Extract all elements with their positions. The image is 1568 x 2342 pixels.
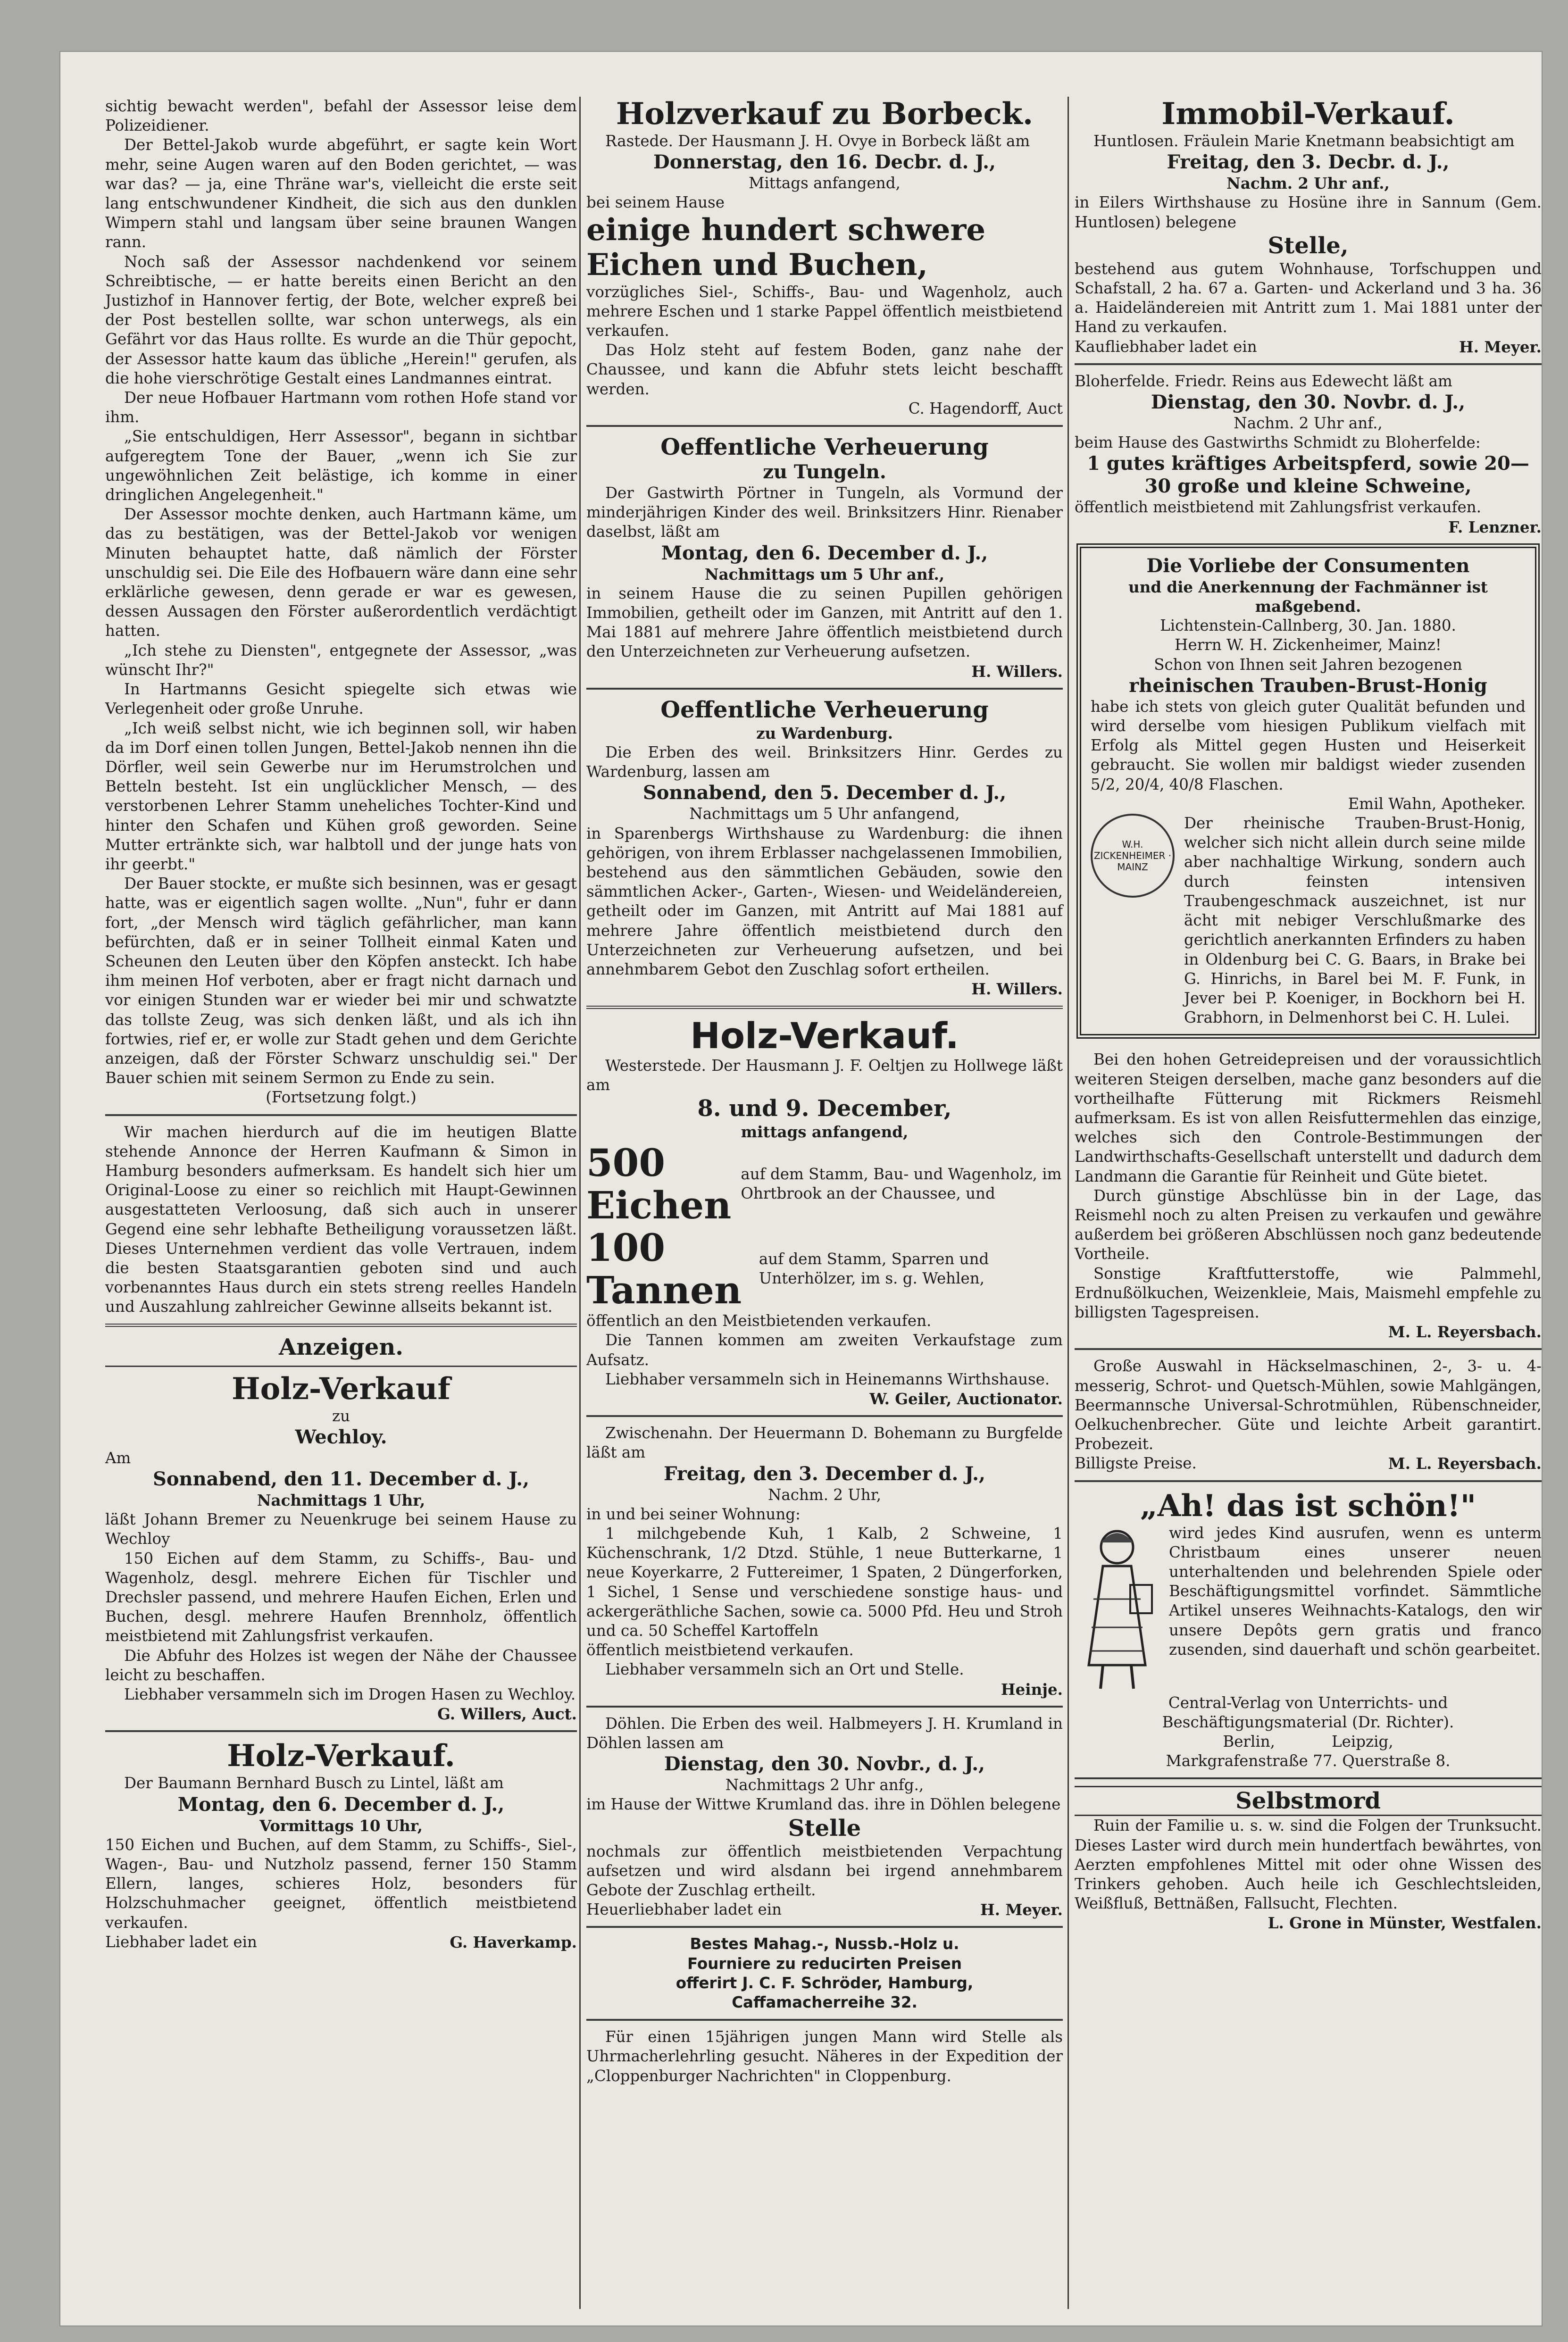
- column-2: [586, 97, 1063, 2086]
- ad-text: öffentlich meistbietend verkaufen.: [586, 1641, 854, 1659]
- ad-date: Montag, den 6. December d. J.,: [661, 542, 988, 564]
- ad-text: in seinem Hause die zu seinen Pupillen gehörigen Immobilien, getheilt oder im Ganzen, mit Antritt auf den 1. Mai 1881 auf mehrere Jahre öffentlich meistbietend durch den Unterzeichneten zur Verheuerung aufsetzen.: [586, 584, 1063, 661]
- ad-text: Bei den hohen Getreidepreisen und der voraussichtlich weiteren Steigen derselben, mache ganz besonders auf die vortheilhafte Fütterung mit Rickmers Reismehl aufmerksam. Es ist von allen Reisfuttermehlen das einzige, welches sich den Controle-Bestimmungen der Landwirthschafts-Gesellschaft unterstellt und dadurch dem Landmann die Garantie für Reinheit und Güte bietet.: [1075, 1050, 1542, 1185]
- ad-text: öffentlich an den Meistbietenden verkaufen.: [586, 1312, 932, 1330]
- divider: [105, 1730, 577, 1732]
- story-paragraph: sichtig bewacht werden", befahl der Assessor leise dem Polizeidiener.: [105, 97, 577, 135]
- ad-headline: einige hundert schwere Eichen und Buchen,: [586, 212, 986, 283]
- ad-text: wird jedes Kind ausrufen, wenn es unterm Christbaum eines unserer neuen unterhaltenden und belehrenden Spiele oder Beschäftigungsmittel vorfindet. Sämmtliche Artikel unseres Weihnachts-Katalogs, den wir unsere Depôts gern gratis und franco zusenden, sind dauerhaft und schön gearbeitet.: [1169, 1524, 1542, 1659]
- ad-time: Nachmittags 2 Uhr anfg.,: [725, 1776, 924, 1794]
- ad-date: Dienstag, den 30. Novbr., d. J.,: [664, 1753, 985, 1775]
- ad-text: Ruin der Familie u. s. w. sind die Folgen der Trunksucht. Dieses Laster wird durch mein hundertfach bewährtes, von Aerzten empfohlenes Mittel mit oder ohne Wissen des Trinkers gehoben. Auch heile ich Geschlechtsleiden, Weißfluß, Bettnäßen, Fallsucht, Flechten.: [1075, 1817, 1542, 1913]
- ad-text: öffentlich meistbietend mit Zahlungsfrist verkaufen.: [1075, 498, 1482, 517]
- ad-zu: zu: [332, 1407, 350, 1425]
- column-3: [1075, 97, 1542, 1933]
- ad-signature: L. Grone in Münster, Westfalen.: [1268, 1914, 1542, 1933]
- ad-line: Fourniere zu reducirten Preisen: [687, 1954, 962, 1973]
- ad-text: habe ich stets von gleich guter Qualität befunden und wird derselbe vom hiesigen Publikum vielfach mit Erfolg als Mittel gegen Husten und Heiserkeit gebraucht. Sie wollen mir baldigst wieder zusenden 5/2, 20/4, 40/8 Flaschen.: [1091, 697, 1526, 793]
- divider: [586, 1706, 1063, 1708]
- ad-text: Westerstede. Der Hausmann J. F. Oeltjen zu Hollwege läßt am: [586, 1056, 1063, 1094]
- ad-text: Die Abfuhr des Holzes ist wegen der Nähe der Chaussee leicht zu beschaffen.: [105, 1646, 577, 1684]
- ad-time: Nachm. 2 Uhr anf.,: [1226, 174, 1390, 193]
- divider: [1075, 1480, 1542, 1482]
- story-paragraph: „Sie entschuldigen, Herr Assessor", begann in sichtbar aufgeregtem Tone der Bauer, „wenn ich Sie zur ungewöhnlichen Zeit belästige, ich komme in einer dringlichen Angelegenheit.": [105, 427, 577, 504]
- story-paragraph: „Ich weiß selbst nicht, wie ich beginnen soll, wir haben da im Dorf einen tollen Jungen, Bettel-Jakob nennen ihn die Dörfler, weil sein Gewerbe nur im Herumstrolchen und Betteln besteht. Ist ein unglücklicher Mensch, — des verstorbenen Lehrer Stamm uneheliches Tochter-Kind und hinter den Schafen und Kühen groß geworden. Seine Mutter ertränkte sich, war halbtoll und der junge hats von ihr geerbt.": [105, 719, 577, 873]
- ad-zwischenahn: [586, 1424, 1063, 1699]
- ad-cities: [1075, 1732, 1542, 1751]
- divider: [105, 1114, 577, 1116]
- ad-dateline: Lichtenstein-Callnberg, 30. Jan. 1880.: [1160, 617, 1456, 635]
- ad-items: 1 milchgebende Kuh, 1 Kalb, 2 Schweine, 1 Küchenschrank, 1/2 Dtzd. Stühle, 1 neue Butterkarne, 1 neue Koyerkarre, 2 Futtereimer, 1 Spaten, 2 Düngerforken, 1 Sichel, 1 Sense und verschiedene sonstige haus- und ackergeräthliche Sachen, sowie ca. 5000 Pfd. Heu und Stroh und ca. 50 Scheffel Kartoffeln: [586, 1524, 1063, 1640]
- story-paragraph: In Hartmanns Gesicht spiegelte sich etwas wie Verlegenheit oder große Unruhe.: [105, 680, 577, 718]
- editorial-notice: Wir machen hierdurch auf die im heutigen Blatte stehende Annonce der Herren Kaufmann & Simon in Hamburg besonders aufmerksam. Es handelt sich hier um Original-Loose zu einer so reichlich mit Haupt-Gewinnen ausgestatteten Verloosung, daß sich auch in unserer Gegend eine sehr lebhafte Betheiligung voraussetzen läßt. Dieses Unternehmen verdient das volle Vertrauen, indem die besten Staatsgarantien geboten sind und auch vorbenanntes Haus durch ein stets streng reelles Handeln und Auszahlung zahlreicher Gewinne allseits bekannt ist.: [105, 1123, 577, 1316]
- ad-offer-qty: 500 Eichen: [586, 1141, 732, 1228]
- ad-line: Caffamacherreihe 32.: [732, 1993, 917, 2011]
- ad-text: Die Erben des weil. Brinksitzers Hinr. Gerdes zu Wardenburg, lassen am: [586, 743, 1063, 781]
- ad-text: nochmals zur öffentlich meistbietenden Verpachtung aufsetzen und wird alsdann bei irgend annehmbarem Gebote der Zuschlag ertheilt.: [586, 1842, 1063, 1899]
- ad-signature: H. Willers.: [971, 980, 1063, 999]
- ad-reismehl: [1075, 1050, 1542, 1342]
- ad-text: 150 Eichen und Buchen, auf dem Stamm, zu Schiffs-, Siel-, Wagen-, Bau- und Nutzholz passend, ferner 150 Stamm Ellern, langes, schieres Holz, besonders für Holzschuhmacher geeignet, öffentlich meistbietend verkaufen.: [105, 1835, 577, 1932]
- divider: [586, 1926, 1063, 1928]
- ad-date: Donnerstag, den 16. Decbr. d. J.,: [653, 151, 996, 174]
- ad-addressee: Herrn W. H. Zickenheimer, Mainz!: [1175, 636, 1442, 654]
- ad-time: Nachmittags um 5 Uhr anf.,: [704, 565, 945, 583]
- ad-text: Der Gastwirth Pörtner in Tungeln, als Vormund der minderjährigen Kinder des weil. Brinksitzers Hinr. Rienaber daselbst, läßt am: [586, 484, 1063, 541]
- ad-date: 8. und 9. December,: [697, 1095, 952, 1122]
- ad-signature: H. Meyer.: [1459, 337, 1542, 356]
- ad-invite: Liebhaber ladet ein: [105, 1933, 257, 1951]
- story-paragraph: Der Bauer stockte, er mußte sich besinnen, was er gesagt hatte, was er eigentlich sagen wollte. „Nun", fuhr er dann fort, „der Mensch wird täglich gefährlicher, man kann befürchten, daß er in seiner Tollheit einmal Katen und Scheunen den Leuten über den Köpfen ansteckt. Ich habe ihm meinen Hof verboten, aber er fragt nicht darnach und vor einigen Stunden war er wieder bei mir und schwatzte das tollste Zeug, was sich denken läßt, und als ich ihn fortwies, rief er, er wolle zur Stadt gehen und dem Gerichte anzeigen, daß der Förster Schwarz unschuldig sei." Der Bauer schien mit seinem Sermon zu Ende zu sein.: [105, 875, 577, 1087]
- ad-title: Holzverkauf zu Borbeck.: [616, 96, 1034, 132]
- story-paragraph: „Ich stehe zu Diensten", entgegnete der Assessor, „was wünscht Ihr?": [105, 641, 577, 679]
- ad-invite: Kaufliebhaber ladet ein: [1075, 337, 1257, 356]
- ad-publisher: Central-Verlag von Unterrichts- und Beschäftigungsmaterial (Dr. Richter).: [1162, 1693, 1454, 1731]
- ad-offer-desc: auf dem Stamm, Sparren und Unterhölzer, im s. g. Wehlen,: [759, 1250, 989, 1288]
- ad-title: Oeffentliche Verheuerung: [660, 434, 989, 461]
- ad-time: mittags anfangend,: [741, 1122, 909, 1141]
- ad-offer-row: [586, 1226, 1063, 1311]
- ad-text: Huntlosen. Fräulein Marie Knetmann beabsichtigt am: [1093, 132, 1515, 150]
- ad-text: Schon von Ihnen seit Jahren bezogenen: [1154, 655, 1462, 674]
- ad-selbstmord: [1075, 1786, 1542, 1933]
- ad-date: Montag, den 6. December d. J.,: [177, 1793, 505, 1816]
- ad-text: Liebhaber versammeln sich in Heinemanns Wirthshause.: [605, 1370, 1050, 1388]
- ad-address: Markgrafenstraße 77. Querstraße 8.: [1166, 1752, 1451, 1770]
- divider: [586, 425, 1063, 427]
- ad-offer-qty: 100 Tannen: [586, 1225, 742, 1313]
- ad-seal-row: [1091, 814, 1526, 1027]
- ad-text: bestehend aus gutem Wohnhause, Torfschuppen und Schafstall, 2 ha. 67 a. Garten- und Ackerland und 3 ha. 36 a. Haideländereien mit Antritt zum 1. Mai 1881 unter der Hand zu verkaufen.: [1075, 259, 1542, 336]
- ad-text: Zwischenahn. Der Heuermann D. Bohemann zu Burgfelde läßt am: [586, 1424, 1063, 1462]
- ad-doehlen: [586, 1714, 1063, 1920]
- ad-text: Der Baumann Bernhard Busch zu Lintel, läßt am: [124, 1774, 504, 1792]
- seal-text: W.H. ZICKENHEIMER · MAINZ: [1093, 839, 1172, 873]
- divider: [105, 1366, 577, 1367]
- ad-verheuerung-tungeln: [586, 433, 1063, 681]
- ad-subtitle: und die Anerkennung der Fachmänner ist maßgebend.: [1128, 577, 1488, 616]
- ad-holzverkauf-wechloy: [105, 1372, 577, 1724]
- divider: [586, 1006, 1063, 1009]
- ad-signature: H. Willers.: [971, 662, 1063, 681]
- ad-signature: M. L. Reyersbach.: [1388, 1454, 1542, 1473]
- ad-text: Große Auswahl in Häckselmaschinen, 2-, 3- u. 4-messerig, Schrot- und Quetsch-Mühlen, sowie Mahlgängen, Beermannsche Universal-Schrotmühlen, Rübenschneider, Oelkuchenbrecher. Güte und leichte Arbeit garantirt. Probezeit.: [1075, 1357, 1542, 1453]
- ad-text: Das Holz steht auf festem Boden, ganz nahe der Chaussee, und kann die Abfuhr stets leicht beschafft werden.: [586, 341, 1063, 398]
- ad-time: Nachmittags 1 Uhr,: [257, 1491, 425, 1509]
- ad-uhrmacher: Für einen 15jährigen jungen Mann wird Stelle als Uhrmacherlehrling gesucht. Näheres in der Expedition der „Cloppenburger Nachrichten" in Cloppenburg.: [586, 2028, 1063, 2085]
- ad-time: Vormittags 10 Uhr,: [259, 1816, 423, 1835]
- ad-signature: W. Geiler, Auctionator.: [869, 1389, 1063, 1408]
- ad-footer: [105, 1933, 577, 1952]
- ad-illustration-row: [1075, 1524, 1542, 1693]
- ad-offer-row: [586, 1142, 1063, 1226]
- column-1: [105, 97, 577, 1952]
- ad-text: Sonstige Kraftfutterstoffe, wie Palmmehl, Erdnußölkuchen, Weizenkleie, Mais, Maismehl empfehle zu billigsten Tagespreisen.: [1075, 1264, 1542, 1321]
- story-paragraph: Noch saß der Assessor nachdenkend vor seinem Schreibtische, — er hatte bereits einen Bericht an den Justizhof in Hannover fertig, der Bote, welcher expreß bei der Post bestellen sollte, war schon unterwegs, als ein Gefährt vor das Haus rollte. Es wurde an die Thür gepocht, der Assessor hatte kaum das übliche „Herein!" gerufen, als die hohe vierschrötige Gestalt eines Landmannes eintrat.: [105, 252, 577, 387]
- ad-text: bei seinem Hause: [586, 193, 725, 212]
- story-paragraph: Der Assessor mochte denken, auch Hartmann käme, um das zu bestätigen, was der Bettel-Jakob vor wenigen Minuten behauptet hatte, daß nämlich der Förster unschuldig sei. Die Eile des Hofbauern wäre dann eine sehr erklärliche gewesen, denn gerade er war es gewesen, dessen Aussagen den Förster außerordentlich verdächtigt hatten.: [105, 505, 577, 640]
- ad-invite: Heuerliebhaber ladet ein: [586, 1900, 782, 1919]
- ad-am: Am: [105, 1449, 131, 1467]
- ad-text: beim Hause des Gastwirths Schmidt zu Bloherfelde:: [1075, 433, 1481, 452]
- ad-place: Wechloy.: [295, 1425, 387, 1448]
- ad-text: Bloherfelde. Friedr. Reins aus Edewecht läßt am: [1075, 372, 1452, 390]
- ad-date: Sonnabend, den 11. December d. J.,: [152, 1468, 530, 1490]
- ad-date: Freitag, den 3. Decbr. d. J.,: [1167, 151, 1450, 174]
- ad-verheuerung-wardenburg: [586, 696, 1063, 999]
- ad-line: offerirt J. C. F. Schröder, Hamburg,: [676, 1974, 974, 1992]
- ad-footer: [1075, 1454, 1542, 1473]
- ad-city: Leipzig,: [1332, 1732, 1393, 1750]
- ad-text: Liebhaber versammeln sich im Drogen Hasen zu Wechloy.: [124, 1685, 576, 1704]
- ad-text: Durch günstige Abschlüsse bin in der Lage, das Reismehl noch zu alten Preisen zu verkaufen und gewähre außerdem bei größeren Abschlüssen noch ganz bedeutende Vortheile.: [1075, 1186, 1542, 1263]
- ad-text: Rastede. Der Hausmann J. H. Ovye in Borbeck läßt am: [605, 132, 1030, 150]
- ad-invite: Billigste Preise.: [1075, 1454, 1197, 1473]
- ad-time: Nachmittags um 5 Uhr anfangend,: [689, 805, 960, 823]
- ad-holzverkauf-borbeck: [586, 97, 1063, 418]
- column-rule: [1068, 97, 1069, 2309]
- ad-headline: 1 gutes kräftiges Arbeitspferd, sowie 20—30 große und kleine Schweine,: [1087, 452, 1529, 498]
- ad-signature: Heinje.: [1001, 1680, 1063, 1699]
- ad-title: Die Vorliebe der Consumenten: [1146, 554, 1470, 577]
- divider: [586, 1415, 1063, 1417]
- serial-story: [105, 97, 577, 1108]
- ads-heading: Anzeigen.: [279, 1334, 403, 1360]
- ad-city: Berlin,: [1223, 1732, 1276, 1750]
- ad-title: Oeffentliche Verheuerung: [660, 696, 989, 723]
- child-illustration-icon: [1075, 1524, 1159, 1693]
- ad-immobil-verkauf: [1075, 97, 1542, 357]
- story-continued: (Fortsetzung folgt.): [266, 1088, 417, 1107]
- ad-signature: G. Willers, Auct.: [437, 1705, 577, 1724]
- ad-text: vorzügliches Siel-, Schiffs-, Bau- und Wagenholz, auch mehrere Eschen und 1 starke Pappel öffentlich meistbietend verkaufen.: [586, 283, 1063, 340]
- ad-footer: [1075, 337, 1542, 357]
- divider: [586, 688, 1063, 690]
- divider: [1075, 363, 1542, 365]
- ad-headline: Stelle: [788, 1815, 861, 1842]
- ad-title: Holz-Verkauf: [232, 1371, 450, 1407]
- ad-text: im Hause der Wittwe Krumland das. ihre in Döhlen belegene: [586, 1795, 1061, 1814]
- ad-date: Freitag, den 3. December d. J.,: [664, 1462, 985, 1485]
- divider: [105, 1324, 577, 1327]
- ad-mahagoni: [586, 1934, 1063, 2012]
- ad-text: in Eilers Wirthshause zu Hosüne ihre in Sannum (Gem. Huntlosen) belegene: [1075, 193, 1542, 231]
- verschlussmarke-seal-icon: [1091, 814, 1175, 898]
- divider: [586, 2019, 1063, 2021]
- ad-holzverkauf-lintel: [105, 1739, 577, 1952]
- ad-title: Selbstmord: [1075, 1786, 1542, 1816]
- ad-title: Holz-Verkauf.: [690, 1014, 959, 1057]
- ad-holzverkauf-westerstede: [586, 1016, 1063, 1409]
- ad-text: in und bei seiner Wohnung:: [586, 1505, 801, 1523]
- ad-time: Nachm. 2 Uhr anf.,: [1234, 414, 1383, 433]
- ad-place: zu Wardenburg.: [756, 724, 893, 742]
- ad-offer-desc: auf dem Stamm, Bau- und Wagenholz, im Ohrtbrook an der Chaussee, und: [741, 1165, 1062, 1203]
- ad-time: Mittags anfangend,: [749, 174, 901, 192]
- divider: [1075, 1348, 1542, 1350]
- ad-weihnachts-katalog: [1075, 1489, 1542, 1771]
- ad-text: Die Tannen kommen am zweiten Verkaufstage zum Aufsatz.: [586, 1331, 1063, 1369]
- ad-text: 150 Eichen auf dem Stamm, zu Schiffs-, Bau- und Wagenholz, desgl. mehrere Eichen für Tischler und Drechsler passend, und mehrere Haufen Eichen, Erlen und Buchen, desgl. mehrere Haufen Brennholz, öffentlich meistbietend mit Zahlungsfrist verkaufen.: [105, 1549, 577, 1645]
- ad-footer: [586, 1900, 1063, 1919]
- newspaper-page: [60, 52, 1542, 2325]
- ad-signature: G. Haverkamp.: [450, 1933, 577, 1951]
- ad-signature: C. Hagendorff, Auct: [908, 399, 1063, 417]
- divider: [1075, 1777, 1542, 1779]
- ad-signature: H. Meyer.: [980, 1900, 1063, 1919]
- ad-text: Der rheinische Trauben-Brust-Honig, welcher sich nicht allein durch seine milde aber nachhaltige Wirkung, sondern auch durch feinsten intensiven Traubengeschmack auszeichnet, ist nur ächt mit nebiger Verschlußmarke des gerichtlich anerkannten Erfinders zu haben in Oldenburg bei C. G. Baars, in Brake bei G. Hinrichs, in Barel bei M. F. Funk, in Jever bei P. Koeniger, in Bockhorn bei H. Grabhorn, in Delmenhorst bei C. H. Lulei.: [1184, 814, 1526, 1027]
- ad-text: läßt Johann Bremer zu Neuenkruge bei seinem Hause zu Wechloy: [105, 1510, 577, 1548]
- ad-signature: M. L. Reyersbach.: [1388, 1323, 1542, 1342]
- ad-line: Bestes Mahag.-, Nussb.-Holz u.: [690, 1935, 959, 1953]
- ad-place: zu Tungeln.: [763, 461, 886, 483]
- column-rule: [579, 97, 581, 2309]
- story-paragraph: Der Bettel-Jakob wurde abgeführt, er sagte kein Wort mehr, seine Augen waren auf den Boden gerichtet, — was war das? — ja, eine Thräne war's, vielleicht die erste seit lang entschwundener Kindheit, die sich aus den dunklen Wimpern stahl und langsam über seine braunen Wangen rann.: [105, 136, 577, 251]
- ad-text: Döhlen. Die Erben des weil. Halbmeyers J. H. Krumland in Döhlen lassen am: [586, 1714, 1063, 1752]
- ad-date: Sonnabend, den 5. December d. J.,: [642, 782, 1007, 804]
- ad-title: Holz-Verkauf.: [227, 1738, 455, 1774]
- ad-bloherfelde: [1075, 372, 1542, 537]
- ad-maschinen: [1075, 1357, 1542, 1473]
- ad-text: in Sparenbergs Wirthshause zu Wardenburg: die ihnen gehörigen, von ihrem Erblasser nachgelassenen Immobilien, bestehend aus den sämmtlichen Gebäuden, sowie den sämmtlichen Acker-, Garten-, Wiesen- und Weideländereien, getheilt oder im Ganzen, mit Antritt auf Mai 1881 auf mehrere Jahre öffentlich meistbietend durch den Unterzeichneten zur Verheuerung aufsetzen, und bei annehmbarem Gebot den Zuschlag sofort ertheilen.: [586, 824, 1063, 979]
- ad-title: Immobil-Verkauf.: [1161, 96, 1455, 132]
- ad-title: „Ah! das ist schön!": [1140, 1488, 1476, 1524]
- ad-product: rheinischen Trauben-Brust-Honig: [1129, 674, 1487, 697]
- ad-date: Dienstag, den 30. Novbr. d. J.,: [1151, 391, 1466, 414]
- ad-trauben-brust-honig: [1076, 543, 1540, 1039]
- ad-signature: Emil Wahn, Apotheker.: [1348, 794, 1526, 813]
- ad-time: Nachm. 2 Uhr,: [767, 1485, 882, 1504]
- story-paragraph: Der neue Hofbauer Hartmann vom rothen Hofe stand vor ihm.: [105, 389, 577, 426]
- ad-text: Liebhaber versammeln sich an Ort und Stelle.: [605, 1660, 964, 1679]
- ad-headline: Stelle,: [1268, 232, 1349, 259]
- ad-signature: F. Lenzner.: [1448, 517, 1542, 536]
